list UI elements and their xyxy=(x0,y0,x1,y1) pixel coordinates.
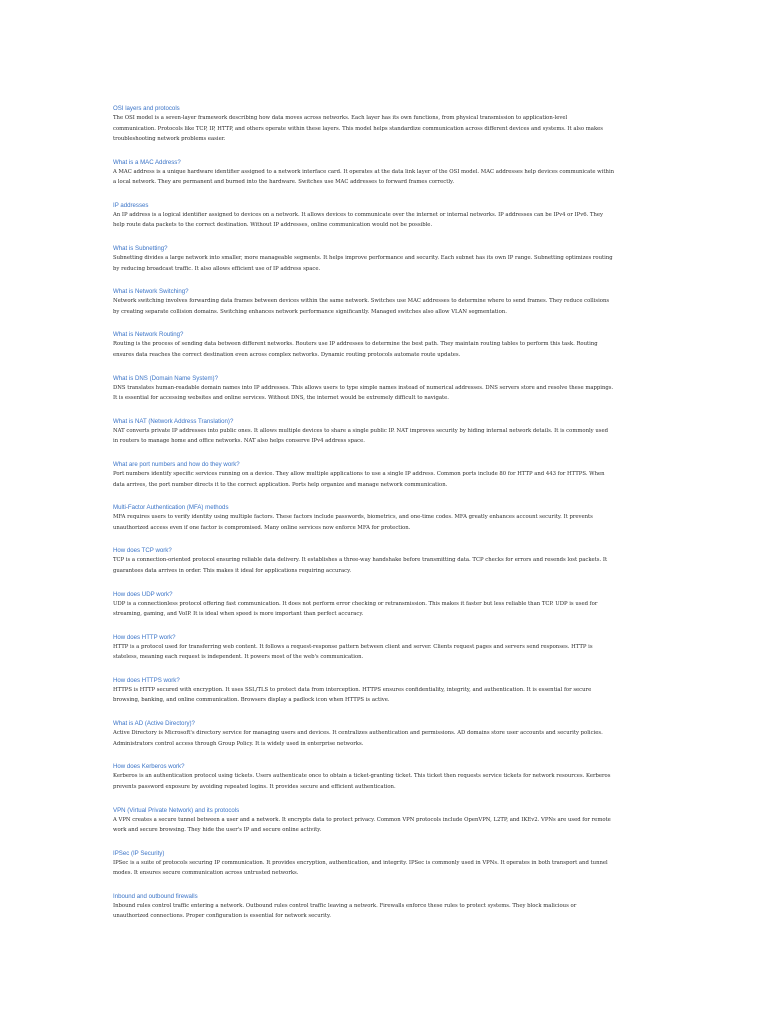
body-line: Kerberos is an authentication protocol using tickets. Users authenticate once to obtain a ticket-granting ticket. This ticket then requests service tickets for network resources. Kerberos xyxy=(113,773,611,780)
document-section xyxy=(113,892,658,922)
body-line: TCP is a connection-oriented protocol ensuring reliable data delivery. It establishes a three-way handshake before transmitting data. TCP checks for errors and resends lost packets. It xyxy=(113,557,608,564)
body-line: Administrators control access through Group Policy. It is widely used in enterprise networks. xyxy=(113,740,364,747)
section-body xyxy=(113,210,658,231)
body-line: HTTPS is HTTP secured with encryption. It uses SSL/TLS to protect data from interception. HTTPS ensures confidentiality, integrity, and authentication. It is essential for secure xyxy=(113,686,592,693)
body-line: A MAC address is a unique hardware identifier assigned to a network interface card. It operates at the data link layer of the OSI model. MAC addresses help devices communicate within xyxy=(113,168,615,175)
section-heading: What are port numbers and how do they work? xyxy=(113,461,240,468)
section-body xyxy=(113,426,658,447)
body-line: MFA requires users to verify identity using multiple factors. These factors include passwords, biometrics, and one-time codes. MFA greatly enhances account security. It prevents xyxy=(113,514,593,521)
body-line: work and secure browsing. They hide the user's IP and secure online activity. xyxy=(113,827,322,833)
body-line: in routers to manage home and office networks. NAT also helps conserve IPv4 address space. xyxy=(113,438,365,445)
document-section xyxy=(113,719,658,749)
body-line: unauthorized connections. Proper configuration is essential for network security. xyxy=(113,913,331,920)
section-body xyxy=(113,339,658,360)
section-heading: IP addresses xyxy=(113,201,149,209)
section-heading: Inbound and outbound firewalls xyxy=(113,892,198,900)
body-line: troubleshooting network problems easier. xyxy=(113,136,226,142)
section-body xyxy=(113,113,658,145)
section-body xyxy=(113,771,658,792)
section-heading: What is AD (Active Directory)? xyxy=(113,720,195,728)
body-line: UDP is a connectionless protocol offering fast communication. It does not perform error checking or retransmission. This makes it faster but less reliable than TCP. UDP is used for xyxy=(113,600,598,607)
body-line: Routing is the process of sending data between different networks. Routers use IP addresses to determine the best path. They maintain routing tables to perform this task. Routing xyxy=(113,341,598,348)
body-line: Port numbers identify specific services running on a device. They allow multiple applications to use a single IP address. Common ports include 80 for HTTP and 443 for HTTPS. When xyxy=(113,471,605,477)
section-heading: What is a MAC Address? xyxy=(113,158,181,166)
body-line: data arrives, the port number directs it to the correct application. Ports help organize and manage network communication. xyxy=(113,481,448,488)
document-section xyxy=(113,503,658,533)
section-body xyxy=(113,167,658,188)
body-line: help route data packets to the correct destination. Without IP addresses, online communication would not be possible. xyxy=(113,222,433,229)
document-section xyxy=(113,849,658,879)
section-body xyxy=(113,512,658,533)
document-section xyxy=(113,330,658,360)
document-section xyxy=(113,806,658,836)
section-heading: How does TCP work? xyxy=(113,547,172,555)
section-body xyxy=(113,555,658,576)
section-body xyxy=(113,296,658,317)
section-heading: What is DNS (Domain Name System)? xyxy=(113,374,218,382)
body-line: IPSec is a suite of protocols securing IP communication. It provides encryption, authentication, and integrity. IPSec is commonly used in VPNs. It operates in both transport and tunnel xyxy=(113,859,608,866)
body-line: streaming, gaming, and VoIP. It is ideal when speed is more important than perfect accuracy. xyxy=(113,611,364,618)
document-section xyxy=(113,676,658,706)
body-line: A VPN creates a secure tunnel between a user and a network. It encrypts data to protect privacy. Common VPN protocols include OpenVPN, L2TP, and IKEv2. VPNs are used for remote xyxy=(113,816,611,823)
document-section xyxy=(113,244,658,274)
body-line: browsing, banking, and online communication. Browsers display a padlock icon when HTTPS is active. xyxy=(113,697,390,704)
document-section xyxy=(113,762,658,792)
section-heading: IPSec (IP Security) xyxy=(113,849,165,857)
body-line: modes. It ensures secure communication across untrusted networks. xyxy=(113,870,299,877)
section-body xyxy=(113,685,658,706)
section-body xyxy=(113,901,658,922)
document-page xyxy=(113,104,658,935)
document-section xyxy=(113,287,658,317)
section-body xyxy=(113,858,658,879)
body-line: communication. Protocols like TCP, IP, HTTP, and others operate within these layers. This model helps standardize communication across different devices and systems. It also makes xyxy=(113,125,604,132)
section-body xyxy=(113,815,658,836)
section-body xyxy=(113,728,658,749)
body-line: Subnetting divides a large network into smaller, more manageable segments. It helps improve performance and security. Each subnet has its own IP range. Subnetting optimizes routing xyxy=(113,255,613,262)
body-line: DNS translates human-readable domain names into IP addresses. This allows users to type simple names instead of numerical addresses. DNS servers store and resolve these mappings. xyxy=(113,384,614,391)
body-line: HTTP is a protocol used for transferring web content. It follows a request-response pattern between client and server. Clients request pages and servers send responses. HTTP is xyxy=(113,643,593,650)
document-section xyxy=(113,158,658,188)
section-heading: Multi-Factor Authentication (MFA) methods xyxy=(113,504,229,512)
body-line: unauthorized access even if one factor is compromised. Many online services now enforce MFA for protection. xyxy=(113,524,411,531)
section-heading: What is Network Switching? xyxy=(113,288,189,296)
section-heading: VPN (Virtual Private Network) and its protocols xyxy=(113,806,240,814)
section-body xyxy=(113,599,658,620)
document-section xyxy=(113,104,658,145)
document-section xyxy=(113,201,658,231)
body-line: by creating separate collision domains. Switching enhances network performance significantly. Managed switches also allow VLAN segmentation. xyxy=(113,308,507,315)
body-line: Active Directory is Microsoft's directory service for managing users and devices. It centralizes authentication and permissions. AD domains store user accounts and security policies. xyxy=(113,730,603,737)
section-heading: What is NAT (Network Address Translation)? xyxy=(113,417,234,425)
section-body xyxy=(113,469,658,490)
body-line: The OSI model is a seven-layer framework describing how data moves across networks. Each layer has its own functions, from physical transmission to application-level xyxy=(113,115,568,121)
section-body xyxy=(113,383,658,404)
section-heading: What is Subnetting? xyxy=(113,245,168,253)
section-heading: What is Network Routing? xyxy=(113,331,184,339)
section-heading: How does HTTPS work? xyxy=(113,676,180,684)
section-heading: How does UDP work? xyxy=(113,590,173,598)
body-line: guarantees data arrives in order. This makes it ideal for applications requiring accuracy. xyxy=(113,567,352,574)
body-line: ensures data reaches the correct destination even across complex networks. Dynamic routing protocols automate route updates. xyxy=(113,351,461,358)
section-body xyxy=(113,642,658,663)
section-heading: How does Kerberos work? xyxy=(113,763,185,771)
body-line: a local network. They are permanent and burned into the hardware. Switches use MAC addresses to forward frames correctly. xyxy=(113,179,455,186)
body-line: by reducing broadcast traffic. It also allows efficient use of IP address space. xyxy=(113,265,321,272)
body-line: NAT converts private IP addresses into public ones. It allows multiple devices to share a single public IP. NAT improves security by hiding internal network details. It is commonly used xyxy=(113,427,609,434)
document-section xyxy=(113,374,658,404)
body-line: An IP address is a logical identifier assigned to devices on a network. It allows devices to communicate over the internet or internal networks. IP addresses can be IPv4 or IPv6. They xyxy=(113,211,604,218)
document-section xyxy=(113,460,658,490)
body-line: It is essential for accessing websites and online services. Without DNS, the internet would be extremely difficult to navigate. xyxy=(113,395,449,402)
body-line: prevents password exposure by avoiding repeated logins. It provides secure and efficient authentication. xyxy=(113,783,396,790)
section-body xyxy=(113,253,658,274)
body-line: Inbound rules control traffic entering a network. Outbound rules control traffic leaving a network. Firewalls enforce these rules to protect systems. They block malicious or xyxy=(113,902,577,909)
document-section xyxy=(113,546,658,576)
document-section xyxy=(113,633,658,663)
section-heading: OSI layers and protocols xyxy=(113,105,180,112)
body-line: stateless, meaning each request is independent. It powers most of the web's communication. xyxy=(113,654,364,661)
document-section xyxy=(113,417,658,447)
body-line: Network switching involves forwarding data frames between devices within the same network. Switches use MAC addresses to determine where to send frames. They reduce collisions xyxy=(113,298,610,305)
document-section xyxy=(113,590,658,620)
section-heading: How does HTTP work? xyxy=(113,633,176,641)
